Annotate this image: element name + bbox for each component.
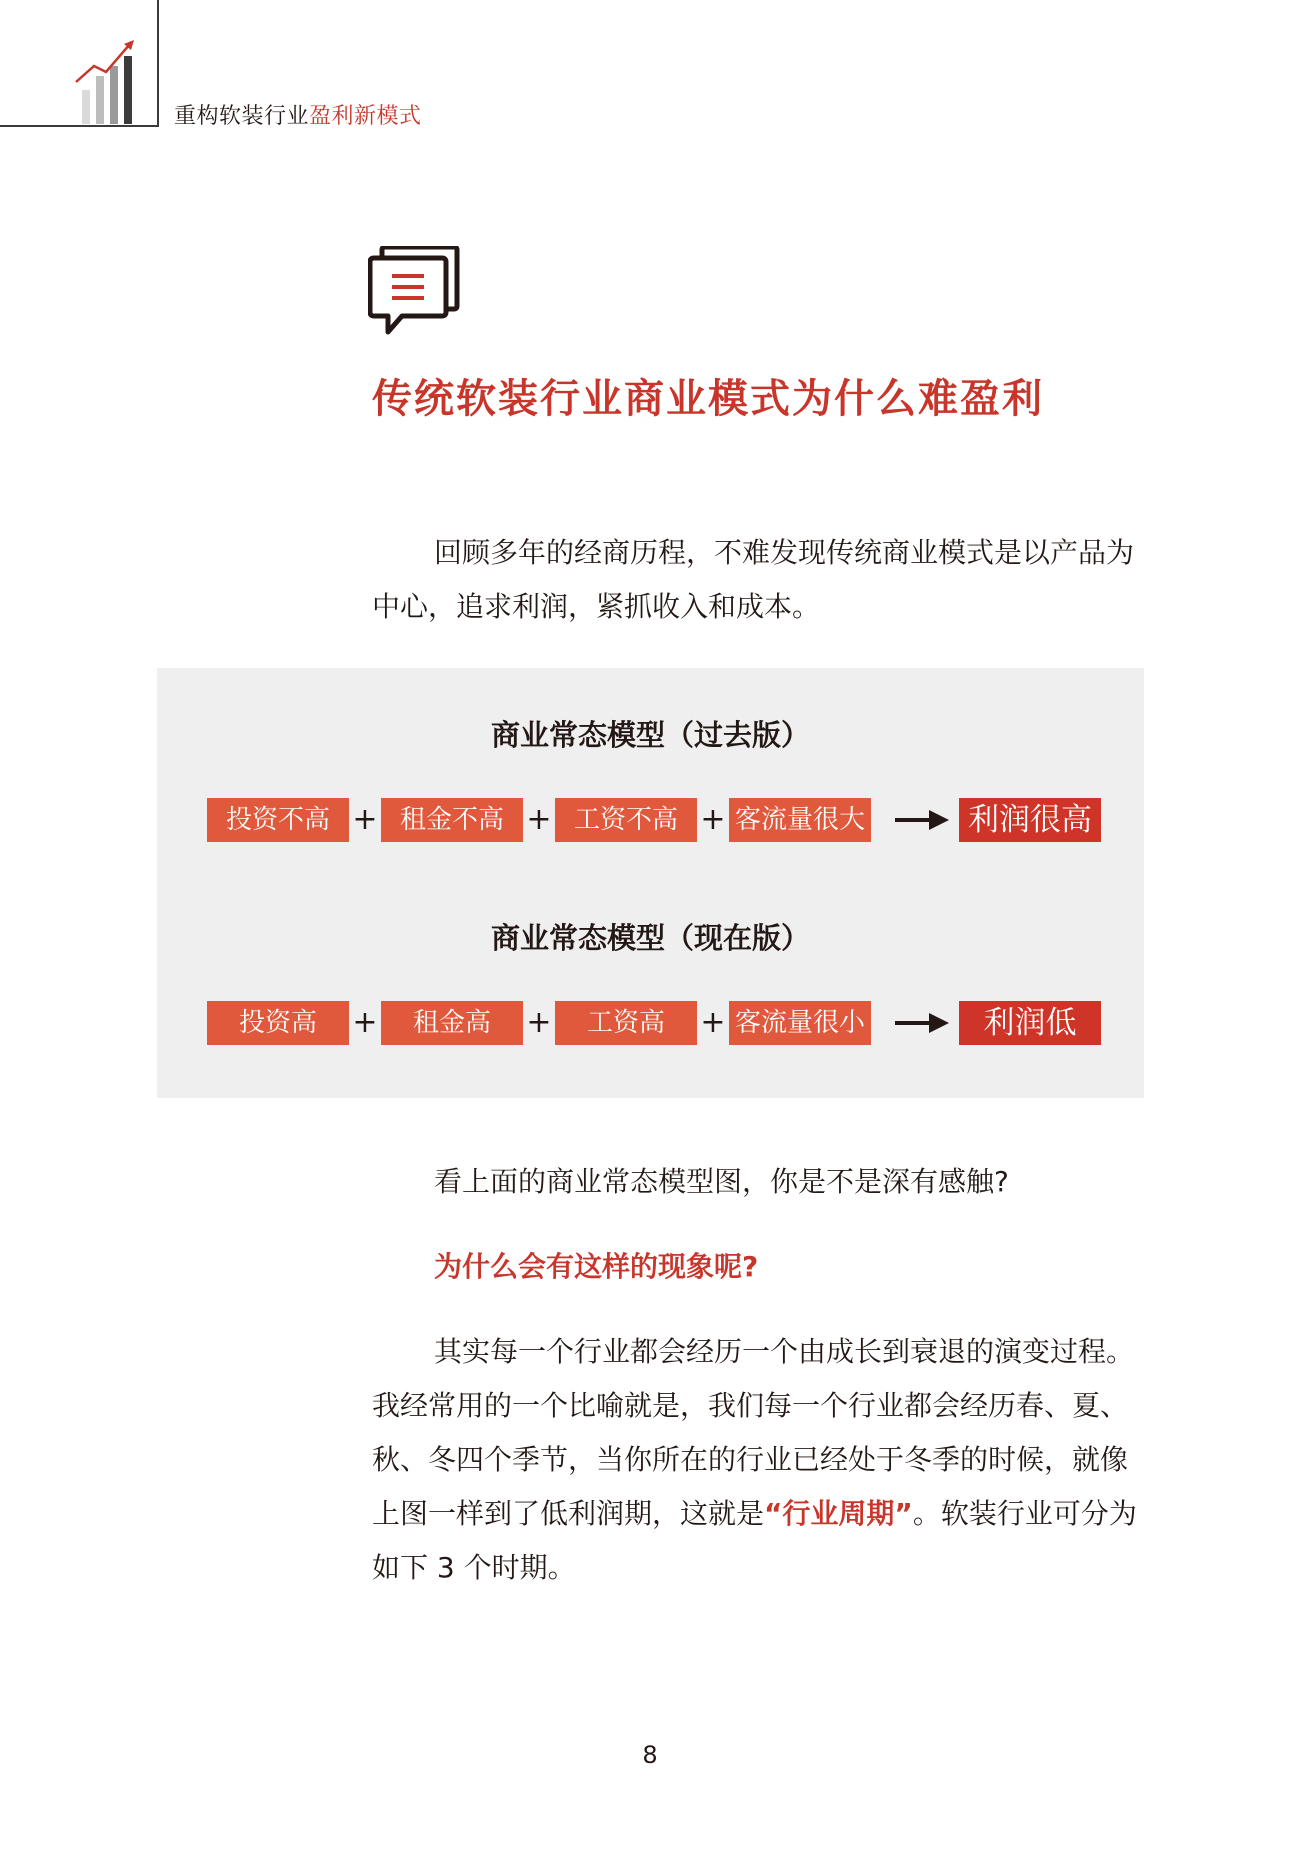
model-now-item: 工资高 bbox=[555, 1001, 697, 1045]
model-now-title: 商业常态模型（现在版） bbox=[490, 921, 810, 955]
model-past-title: 商业常态模型（过去版） bbox=[490, 718, 810, 752]
model-now-result: 利润低 bbox=[959, 1001, 1101, 1045]
rising-bar-chart-icon bbox=[72, 36, 154, 124]
model-past-item: 客流量很大 bbox=[729, 798, 871, 842]
right-arrow-icon bbox=[895, 810, 949, 830]
model-now-item: 投资高 bbox=[207, 1001, 349, 1045]
running-header bbox=[174, 99, 422, 130]
header-rule bbox=[0, 125, 158, 127]
plus-sign: + bbox=[352, 802, 378, 837]
header-divider bbox=[157, 0, 159, 127]
business-model-panel bbox=[157, 668, 1144, 1098]
running-header-accent: 盈利新模式 bbox=[309, 104, 422, 129]
plus-sign: + bbox=[352, 1005, 378, 1040]
industry-cycle-highlight: “行业周期” bbox=[764, 1497, 913, 1530]
chat-bubble-menu-icon bbox=[368, 246, 460, 336]
subheading: 为什么会有这样的现象呢? bbox=[434, 1250, 759, 1283]
question-paragraph bbox=[372, 1155, 1144, 1209]
plus-sign: + bbox=[526, 802, 552, 837]
model-past-item: 租金不高 bbox=[381, 798, 523, 842]
right-arrow-icon bbox=[895, 1013, 949, 1033]
body-text-part2: 。软装行业可分为如下 3 个时期。 bbox=[372, 1497, 1137, 1584]
body-text-part1: 其实每一个行业都会经历一个由成长到衰退的演变过程。我经常用的一个比喻就是，我们每一个行业都会经历春、夏、秋、冬四个季节，当你所在的行业已经处于冬季的时候，就像上图一样到了低利润期，这就是 bbox=[372, 1335, 1135, 1530]
model-past-result: 利润很高 bbox=[959, 798, 1101, 842]
plus-sign: + bbox=[526, 1005, 552, 1040]
model-past-item: 投资不高 bbox=[207, 798, 349, 842]
section-title: 传统软装行业商业模式为什么难盈利 bbox=[372, 376, 1044, 422]
plus-sign: + bbox=[700, 802, 726, 837]
plus-sign: + bbox=[700, 1005, 726, 1040]
running-header-main: 重构软装行业 bbox=[174, 104, 310, 129]
question-text: 看上面的商业常态模型图，你是不是深有感触? bbox=[434, 1165, 1009, 1198]
model-now-item: 客流量很小 bbox=[729, 1001, 871, 1045]
intro-text: 回顾多年的经商历程，不难发现传统商业模式是以产品为中心，追求利润，紧抓收入和成本。 bbox=[372, 536, 1135, 623]
page-number: 8 bbox=[642, 1741, 658, 1769]
body-paragraph bbox=[372, 1325, 1144, 1595]
model-now-item: 租金高 bbox=[381, 1001, 523, 1045]
intro-paragraph bbox=[372, 526, 1144, 634]
model-past-item: 工资不高 bbox=[555, 798, 697, 842]
